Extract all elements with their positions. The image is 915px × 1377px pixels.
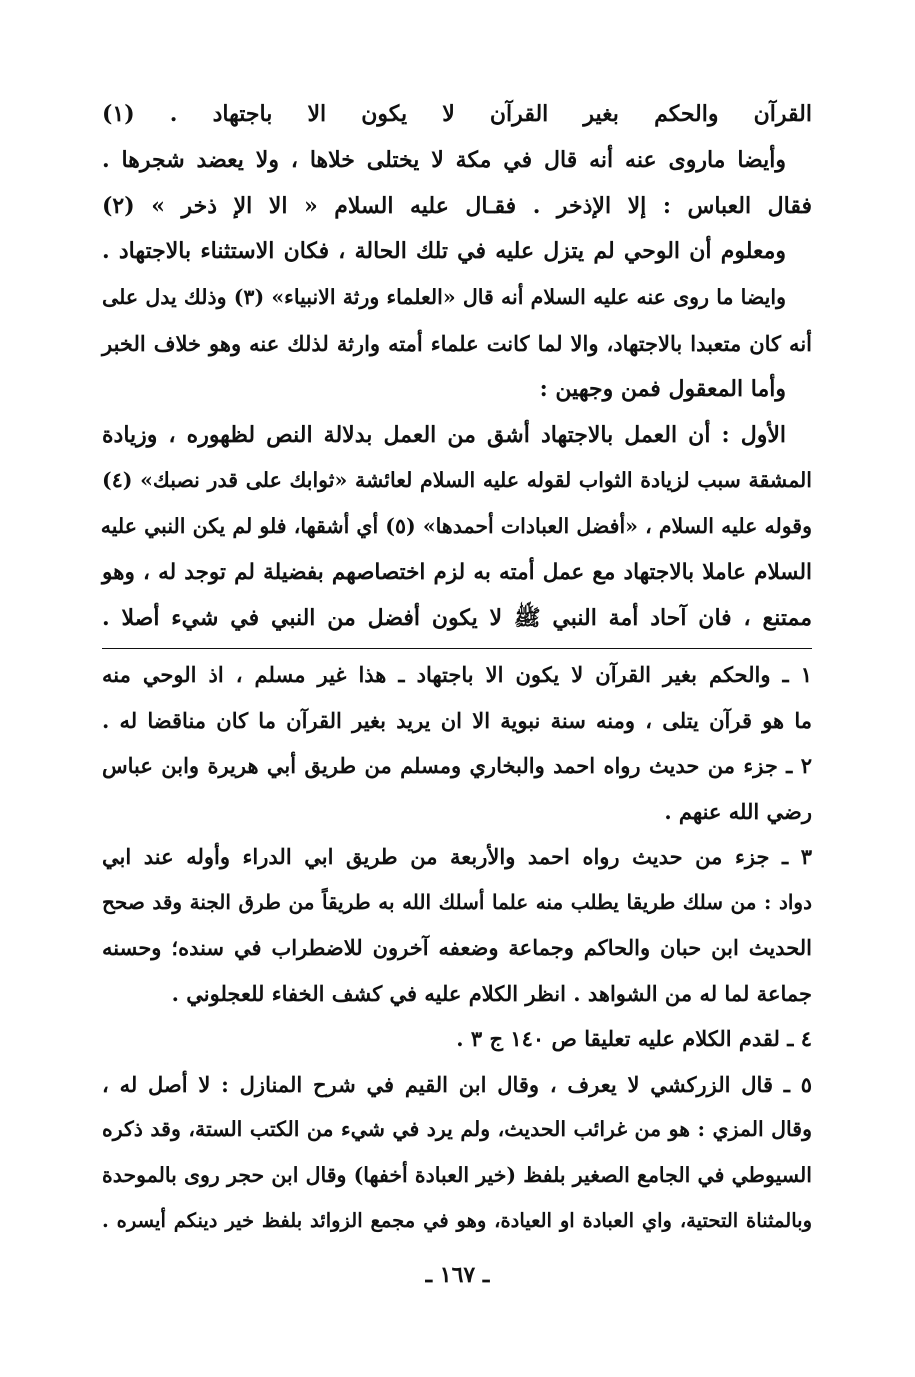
main-line: أنه كان متعبدا بالاجتهاد، والا لما كانت علماء أمته وارثة لذلك عنه وهو خلاف الخبر (102, 330, 812, 356)
main-line: ومعلوم أن الوحي لم يتزل عليه في تلك الحالة ، فكان الاستثناء بالاجتهاد . (102, 238, 786, 265)
footnote-line: ٥ ـ قال الزركشي لا يعرف ، وقال ابن القيم في شرح المنازل : لا أصل له ، (102, 1071, 812, 1097)
main-line: وأما المعقول فمن وجهين : (539, 375, 786, 402)
page-number: ـ ١٦٧ ـ (425, 1262, 490, 1288)
main-text (102, 92, 812, 642)
main-line: المشقة سبب لزيادة الثواب لقوله عليه السلام لعائشة «ثوابك على قدر نصبك» (٤) (102, 468, 812, 493)
footnote-line: ٣ ـ جزء من حديث رواه احمد والأربعة من طريق ابي الدراء وأوله عند ابي (102, 844, 812, 869)
footnote-line: دواد : من سلك طريقا يطلب منه علما أسلك الله به طريقاً من طرق الجنة وقد صحح (102, 889, 812, 914)
footnote-line: ٤ ـ لقدم الكلام عليه تعليقا ص ١٤٠ ج ٣ . (456, 1026, 812, 1051)
main-line: السلام عاملا بالاجتهاد مع عمل أمته به لزم اختصاصهم بفضيلة لم توجد له ، وهو (102, 559, 812, 585)
main-line: وأيضا ماروى عنه أنه قال في مكة لا يختلى خلاها ، ولا يعضد شجرها . (102, 146, 786, 173)
footnote-divider (102, 648, 812, 649)
footnote-line: السيوطي في الجامع الصغير بلفظ (خير العبادة أخفها) وقال ابن حجر روى بالموحدة (102, 1162, 812, 1187)
footnote-line: ١ ـ والحكم بغير القرآن لا يكون الا باجتهاد ـ هذا غير مسلم ، اذ الوحي منه (102, 662, 812, 687)
main-line: الأول : أن العمل بالاجتهاد أشق من العمل بدلالة النص لظهوره ، وزيادة (102, 421, 786, 448)
footnote-line: جماعة لما له من الشواهد . انظر الكلام عليه في كشف الخفاء للعجلوني . (171, 980, 812, 1006)
main-line: القرآن والحكم بغير القرآن لا يكون الا باجتهاد . (١) (102, 101, 812, 127)
footnote-line: وبالمثناة التحتية، واي العبادة او العيادة، وهو في مجمع الزوائد بلفظ خير دينكم أيسره . (102, 1209, 812, 1232)
footnote-line: ٢ ـ جزء من حديث رواه احمد والبخاري ومسلم من طريق أبي هريرة وابن عباس (102, 753, 812, 778)
footnote-line: الحديث ابن حبان والحاكم وجماعة وضعفه آخرون للاضطراب في سنده؛ وحسنه (102, 935, 812, 960)
footnote-line: ما هو قرآن يتلى ، ومنه سنة نبوية الا ان يريد بغير القرآن ما كان مناقضا له . (102, 707, 812, 733)
footnote-line: وقال المزي : هو من غرائب الحديث، ولم يرد في شيء من الكتب الستة، وقد ذكره (102, 1117, 812, 1141)
main-line: فقال العباس : إلا الإذخر . فقـال عليه السلام « الا الإ ذخر » (٢) (102, 192, 812, 219)
main-line: وقوله عليه السلام ، «أفضل العبادات أحمدها» (٥) أي أشقها، فلو لم يكن النبي عليه (100, 514, 812, 539)
main-line: وايضا ما روى عنه عليه السلام أنه قال «العلماء ورثة الانبياء» (٣) وذلك يدل على (102, 285, 786, 310)
footnote-line: رضي الله عنهم . (664, 798, 812, 824)
footnotes (102, 652, 812, 1244)
main-line: ممتنع ، فان آحاد أمة النبي ﷺ لا يكون أفضل من النبي في شيء أصلا . (102, 604, 812, 631)
